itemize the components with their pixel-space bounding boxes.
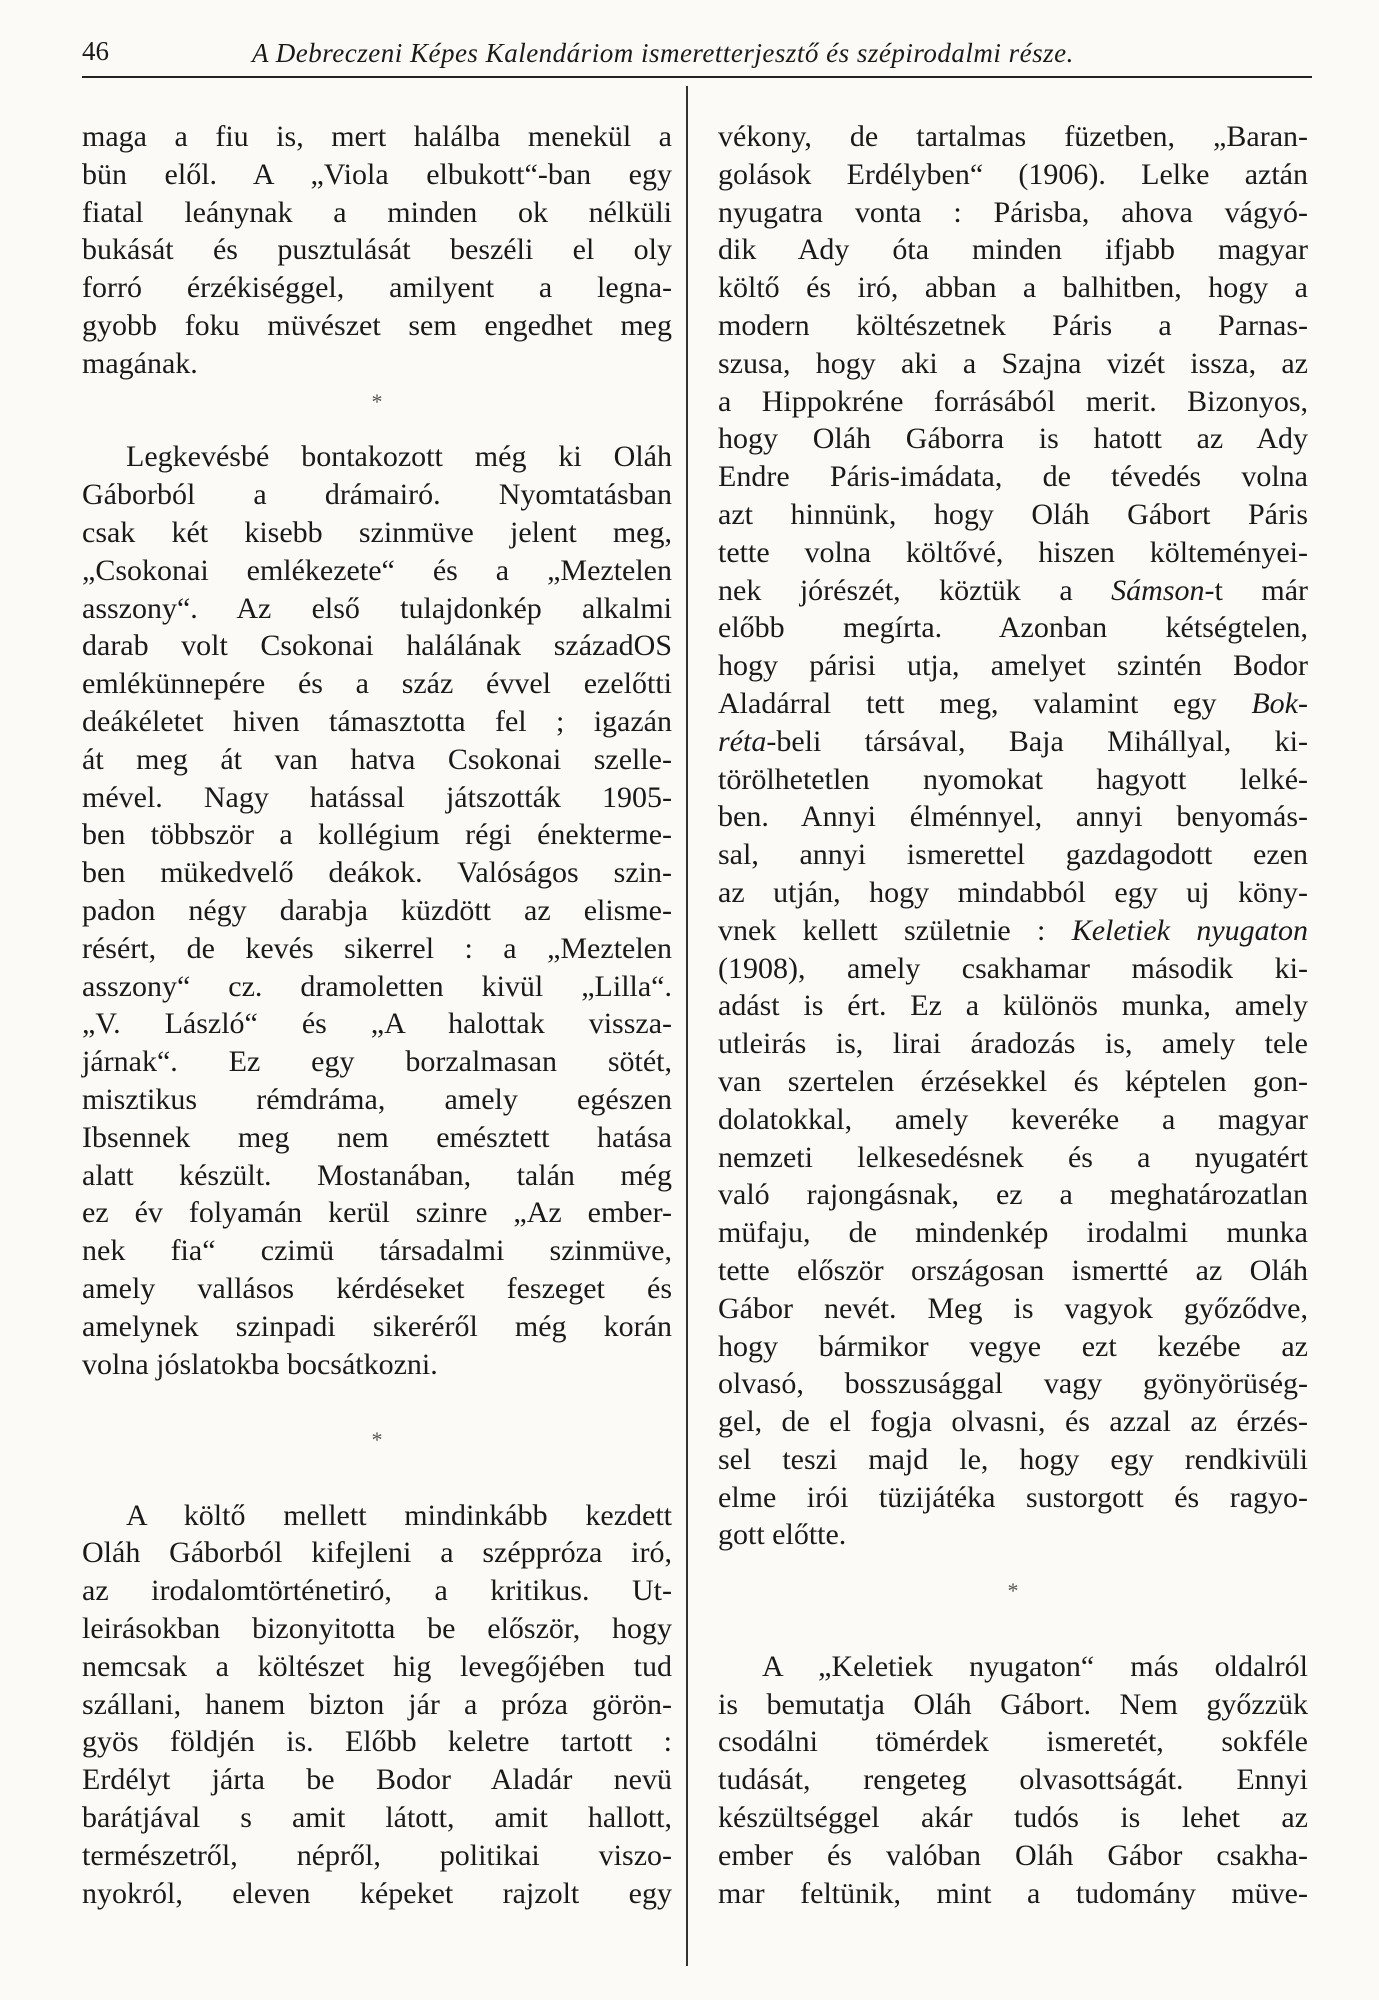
text-line: készültséggel akár tudós is lehet az — [718, 1801, 1308, 1835]
text-line: természetről, népről, politikai viszo- — [82, 1838, 672, 1872]
text-line: nemcsak a költészet hig levegőjében tud — [82, 1649, 672, 1683]
text-line: ben többször a kollégium régi énekterme- — [82, 818, 672, 852]
text-line — [718, 912, 1308, 950]
text-line: át meg át van hatva Csokonai szelle- — [82, 742, 672, 776]
text-line: alatt készült. Mostanában, talán még — [82, 1158, 672, 1192]
text-line: Endre Páris-imádata, de tévedés volna — [718, 460, 1308, 494]
italic-title: Bok- — [1251, 686, 1308, 720]
text-line: dik Ady óta minden ifjabb magyar — [718, 233, 1308, 267]
running-header — [82, 36, 1312, 78]
text-line: gyobb foku müvészet sem engedhet meg — [82, 308, 672, 342]
text-run: -t már — [1204, 573, 1309, 607]
text-line: előbb megírta. Azonban kétségtelen, — [718, 611, 1308, 645]
text-line: A költő mellett mindinkább kezdett — [126, 1498, 672, 1532]
text-line: emlékünnepére és a száz évvel ezelőtti — [82, 667, 672, 701]
section-separator: * — [371, 388, 383, 414]
text-line: nek fia“ czimü társadalmi szinmüve, — [82, 1234, 672, 1268]
text-line: sel teszi majd le, hogy egy rendkivüli — [718, 1442, 1308, 1476]
italic-title: Sámson — [1111, 573, 1205, 607]
text-line: deákéletet hiven támasztotta fel ; igazán — [82, 704, 672, 738]
paragraph — [82, 1497, 672, 1913]
text-line: van szertelen érzésekkel és képtelen gon- — [718, 1064, 1308, 1098]
text-line: hogy bármikor vegye ezt kezébe az — [718, 1329, 1308, 1363]
text-line: ember és valóban Oláh Gábor csakha- — [718, 1838, 1308, 1872]
paragraph — [82, 438, 672, 1383]
text-line: amelynek szinpadi sikeréről még korán — [82, 1309, 672, 1343]
italic-title: réta — [718, 724, 767, 758]
right-column — [718, 118, 1308, 1912]
text-line: bukását és pusztulását beszéli el oly — [82, 233, 672, 267]
text-line — [718, 572, 1308, 610]
text-line: asszony“. Az első tulajdonkép alkalmi — [82, 591, 672, 625]
text-line: hogy párisi utja, amelyet szintén Bodor — [718, 649, 1308, 683]
text-run: vnek kellett születnie : — [718, 913, 1072, 947]
text-line: az utján, hogy mindabból egy uj köny- — [718, 875, 1308, 909]
text-line: vékony, de tartalmas füzetben, „Baran- — [718, 120, 1308, 153]
text-line: azt hinnünk, hogy Oláh Gábort Páris — [718, 497, 1308, 531]
text-line: törölhetetlen nyomokat hagyott lelké- — [718, 762, 1308, 796]
text-line: szállani, hanem bizton jár a próza görön- — [82, 1687, 672, 1721]
text-line: dolatokkal, amely keveréke a magyar — [718, 1102, 1308, 1136]
text-line: barátjával s amit látott, amit hallott, — [82, 1801, 672, 1835]
text-line: golások Erdélyben“ (1906). Lelke aztán — [718, 157, 1308, 191]
text-line: Gáborból a drámairó. Nyomtatásban — [82, 478, 672, 512]
text-line: adást is ért. Ez a különös munka, amely — [718, 989, 1308, 1023]
text-run: nek jórészét, köztük a — [718, 573, 1112, 607]
paragraph — [718, 1648, 1308, 1913]
text-line: olvasó, bosszusággal vagy gyönyörüség- — [718, 1367, 1308, 1401]
text-line: Gábor nevét. Meg is vagyok győződve, — [718, 1291, 1308, 1325]
page-number: 46 — [82, 36, 109, 66]
section-separator: * — [1007, 1578, 1019, 1604]
text-line: mar feltünik, mint a tudomány müve- — [718, 1876, 1308, 1910]
text-line: sal, annyi ismerettel gazdagodott ezen — [718, 838, 1308, 872]
text-line: ben mükedvelő deákok. Valóságos szin- — [82, 856, 672, 890]
text-line: utleirás is, lirai áradozás is, amely tele — [718, 1027, 1308, 1061]
italic-title: Keletiek nyugaton — [1071, 913, 1308, 947]
left-column — [82, 118, 672, 1912]
text-line: szusa, hogy aki a Szajna vizét issza, az — [718, 346, 1308, 380]
text-line: tudását, rengeteg olvasottságát. Ennyi — [718, 1763, 1308, 1797]
column-divider — [686, 86, 688, 1966]
text-line: volna jóslatokba bocsátkozni. — [82, 1347, 438, 1381]
text-line: költő és iró, abban a balhitben, hogy a — [718, 271, 1308, 305]
text-line: Legkevésbé bontakozott még ki Oláh — [126, 440, 672, 474]
text-line: nyugatra vonta : Párisba, ahova vágyó- — [718, 195, 1308, 229]
text-line: való rajongásnak, ez a meghatározatlan — [718, 1178, 1308, 1212]
text-line: csak két kisebb szinmüve jelent meg, — [82, 515, 672, 549]
text-line: magának. — [82, 346, 198, 380]
text-line: nemzeti lelkesedésnek és a nyugatért — [718, 1140, 1308, 1174]
text-line: gel, de el fogja olvasni, és azzal az érzés- — [718, 1405, 1308, 1439]
text-line — [718, 685, 1308, 723]
text-line: Erdélyt járta be Bodor Aladár nevü — [82, 1763, 672, 1797]
running-title: A Debreczeni Képes Kalendáriom ismeretterjesztő és szépirodalmi része. — [252, 38, 1074, 68]
text-line: amely vallásos kérdéseket feszeget és — [82, 1271, 672, 1305]
text-line: A „Keletiek nyugaton“ más oldalról — [762, 1649, 1308, 1683]
text-line: a Hippokréne forrásából merit. Bizonyos, — [718, 384, 1308, 418]
text-line: (1908), amely csakhamar második ki- — [718, 951, 1308, 985]
text-line: ben. Annyi élménnyel, annyi benyomás- — [718, 800, 1308, 834]
text-line: maga a fiu is, mert halálba menekül a — [82, 120, 672, 153]
text-run: Aladárral tett meg, valamint egy — [718, 686, 1252, 720]
paragraph — [82, 118, 672, 383]
text-line: csodálni tömérdek ismeretét, sokféle — [718, 1725, 1308, 1759]
text-line: résért, de kevés sikerrel : a „Meztelen — [82, 931, 672, 965]
section-separator: * — [371, 1427, 383, 1453]
text-line: Ibsennek meg nem emésztett hatása — [82, 1120, 672, 1154]
text-line: asszony“ cz. dramoletten kivül „Lilla“. — [82, 969, 672, 1003]
paragraph — [718, 118, 1308, 1554]
text-line: nyokról, eleven képeket rajzolt egy — [82, 1876, 672, 1910]
text-line: forró érzékiséggel, amilyent a legna- — [82, 271, 672, 305]
text-line: hogy Oláh Gáborra is hatott az Ady — [718, 422, 1308, 456]
text-line: fiatal leánynak a minden ok nélküli — [82, 195, 672, 229]
text-line: misztikus rémdráma, amely egészen — [82, 1082, 672, 1116]
text-line: tette volna költővé, hiszen költeményei- — [718, 535, 1308, 569]
text-line: elme irói tüzijátéka sustorgott és ragyo- — [718, 1480, 1308, 1514]
text-run: -beli társával, Baja Mihállyal, ki- — [766, 724, 1308, 758]
text-line: mével. Nagy hatással játszották 1905- — [82, 780, 672, 814]
text-line: „Csokonai emlékezete“ és a „Meztelen — [82, 553, 672, 587]
text-line: gott előtte. — [718, 1518, 847, 1552]
text-line: Oláh Gáborból kifejleni a széppróza iró, — [82, 1536, 672, 1570]
text-line: tette először országosan ismertté az Oláh — [718, 1253, 1308, 1287]
text-line: az irodalomtörténetiró, a kritikus. Ut- — [82, 1574, 672, 1608]
text-line: darab volt Csokonai halálának századOS — [82, 629, 672, 663]
text-line: gyös földjén is. Előbb keletre tartott : — [82, 1725, 672, 1759]
text-line: leirásokban bizonyitotta be először, hogy — [82, 1612, 672, 1646]
text-line: „V. László“ és „A halottak vissza- — [82, 1007, 672, 1041]
text-line: is bemutatja Oláh Gábort. Nem győzzük — [718, 1687, 1308, 1721]
text-line — [718, 723, 1308, 761]
text-line: padon négy darabja küzdött az elisme- — [82, 893, 672, 927]
text-line: bün elől. A „Viola elbukott“-ban egy — [82, 157, 672, 191]
text-line: modern költészetnek Páris a Parnas- — [718, 308, 1308, 342]
text-line: ez év folyamán kerül szinre „Az ember- — [82, 1196, 672, 1230]
text-line: járnak“. Ez egy borzalmasan sötét, — [82, 1045, 672, 1079]
text-line: müfaju, de mindenkép irodalmi munka — [718, 1216, 1308, 1250]
